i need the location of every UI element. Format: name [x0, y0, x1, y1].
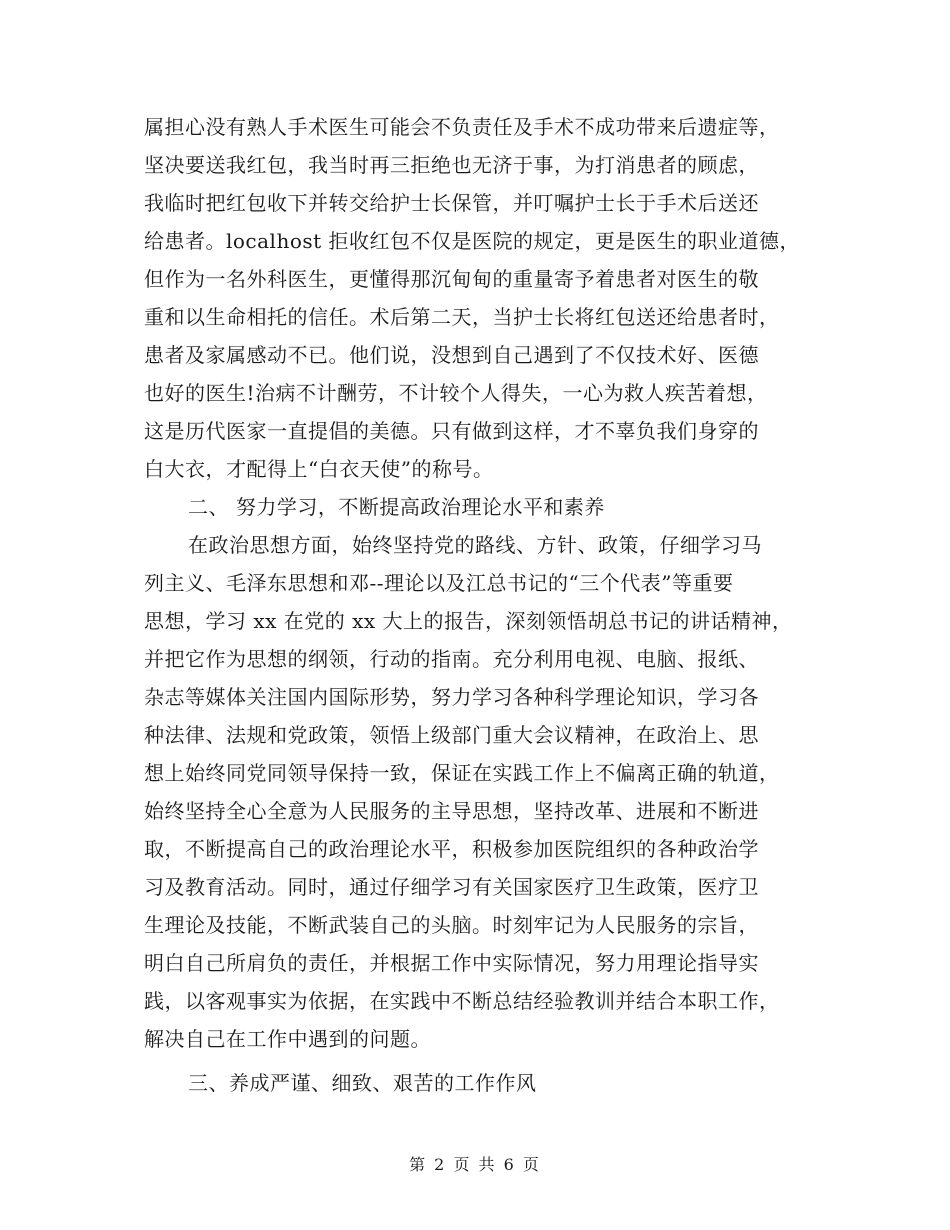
paragraph-line: 白大衣，才配得上“白衣天使”的称号。 [144, 457, 494, 481]
paragraph-line: 坚决要送我红包，我当时再三拒绝也无济于事，为打消患者的顾虑， [144, 153, 759, 177]
paragraph-line: 重和以生命相托的信任。术后第二天，当护士长将红包送还给患者时， [144, 305, 780, 329]
paragraph-line: 在政治思想方面，始终坚持党的路线、方针、政策，仔细学习马 [188, 533, 762, 557]
paragraph-line: 也好的医生!治病不计酬劳，不计较个人得失，一心为救人疾苦着想， [144, 381, 768, 405]
paragraph-line: 取，不断提高自己的政治理论水平，积极参加医院组织的各种政治学 [144, 837, 759, 861]
paragraph-line: 始终坚持全心全意为人民服务的主导思想，坚持改革、进展和不断进 [144, 799, 759, 823]
section-heading-2: 二、 努力学习，不断提高政治理论水平和素养 [188, 495, 605, 519]
paragraph-line: 给患者。localhost 拒收红包不仅是医院的规定，更是医生的职业道德， [144, 229, 801, 253]
page-footer: 第 2 页 共 6 页 [409, 1155, 541, 1174]
paragraph-line: 思想，学习 xx 在党的 xx 大上的报告，深刻领悟胡总书记的讲话精神， [144, 609, 793, 633]
paragraph-line: 明白自己所肩负的责任，并根据工作中实际情况，努力用理论指导实 [144, 951, 759, 975]
paragraph-line: 生理论及技能，不断武装自己的头脑。时刻牢记为人民服务的宗旨， [144, 913, 759, 937]
paragraph-line: 列主义、毛泽东思想和邓--理论以及江总书记的“三个代表”等重要 [144, 571, 734, 595]
paragraph-line: 种法律、法规和党政策，领悟上级部门重大会议精神，在政治上、思 [144, 723, 759, 747]
section-heading-3: 三、养成严谨、细致、艰苦的工作作风 [188, 1071, 537, 1095]
paragraph-line: 但作为一名外科医生，更懂得那沉甸甸的重量寄予着患者对医生的敬 [144, 267, 759, 291]
paragraph-line: 并把它作为思想的纲领，行动的指南。充分利用电视、电脑、报纸、 [144, 647, 759, 671]
paragraph-line: 解决自己在工作中遇到的问题。 [144, 1027, 431, 1051]
paragraph-line: 属担心没有熟人手术医生可能会不负责任及手术不成功带来后遗症等， [144, 115, 780, 139]
document-body [144, 108, 834, 1102]
paragraph-line: 践，以客观事实为依据，在实践中不断总结经验教训并结合本职工作， [144, 989, 780, 1013]
paragraph-line: 我临时把红包收下并转交给护士长保管，并叮嘱护士长于手术后送还 [144, 191, 759, 215]
paragraph-line: 想上始终同党同领导保持一致，保证在实践工作上不偏离正确的轨道， [144, 761, 780, 785]
paragraph-line: 这是历代医家一直提倡的美德。只有做到这样，才不辜负我们身穿的 [144, 419, 759, 443]
paragraph-line: 患者及家属感动不已。他们说，没想到自己遇到了不仅技术好、医德 [144, 343, 759, 367]
paragraph-line: 杂志等媒体关注国内国际形势，努力学习各种科学理论知识，学习各 [144, 685, 759, 709]
paragraph-line: 习及教育活动。同时，通过仔细学习有关国家医疗卫生政策，医疗卫 [144, 875, 759, 899]
